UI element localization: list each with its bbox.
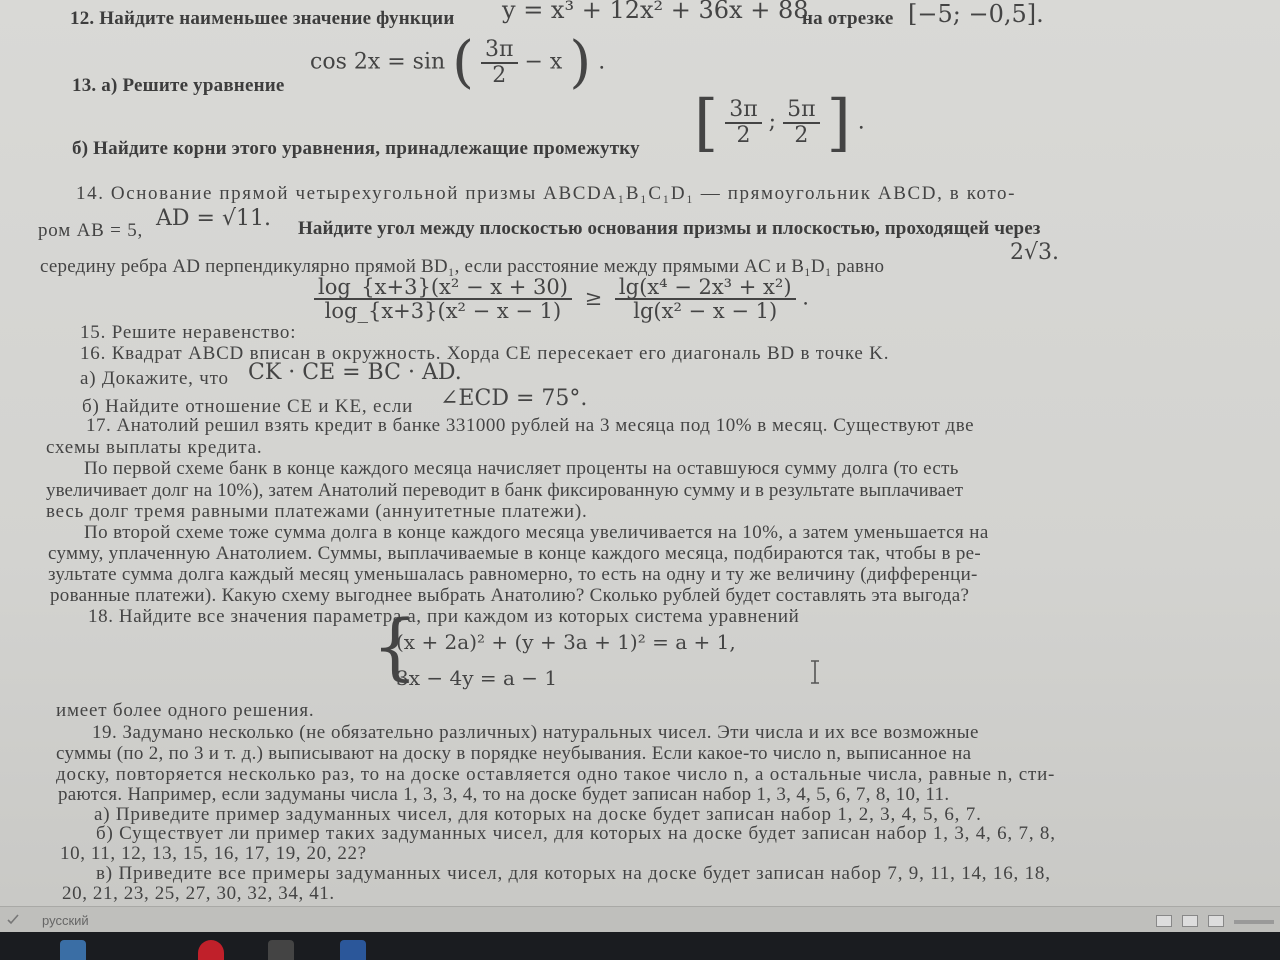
paren-close: ) — [569, 30, 592, 95]
eq-fraction-num: 3π — [481, 38, 517, 63]
doc-line: б) Найдите корни этого уравнения, принадлежащие промежутку — [72, 138, 640, 159]
status-bar — [0, 906, 1280, 932]
interval-a-num: 3π — [725, 98, 761, 123]
doc-line: 13. а) Решите уравнение — [72, 75, 285, 96]
eq-lhs: cos 2x = sin — [310, 49, 446, 75]
doc-line: рованные платежи). Какую схему выгоднее выбрать Анатолию? Сколько рублей будет составлять эта выгода? — [50, 585, 970, 606]
doc-line: 17. Анатолий решил взять кредит в банке 331000 рублей на 3 месяца под 10% в месяц. Существуют две — [86, 415, 975, 436]
doc-line: а) Докажите, что — [80, 368, 229, 389]
store-icon[interactable] — [60, 940, 86, 960]
interval-end: . — [857, 109, 865, 135]
interval-a-den: 2 — [736, 122, 751, 148]
ineq-sign: ≥ — [584, 285, 603, 310]
system-eq-1: (x + 2a)² + (y + 3a + 1)² = a + 1, — [396, 630, 736, 654]
math-prove: CK · CE = BC · AD. — [248, 360, 462, 385]
system-brace: { — [372, 604, 418, 688]
bracket-close: ] — [826, 86, 851, 159]
opera-icon[interactable] — [198, 940, 224, 960]
taskbar — [0, 932, 1280, 960]
doc-line: весь долг тремя равными платежами (аннуитетные платежи). — [46, 501, 588, 522]
eq-fraction-den: 2 — [492, 62, 507, 88]
text-cursor-icon — [808, 660, 822, 684]
doc-line: По второй схеме тоже сумма долга в конце каждого месяца увеличивается на 10%, а затем уменьшается на — [84, 522, 989, 543]
doc-line: сумму, уплаченную Анатолием. Суммы, выплачиваемые в конце каждого месяца, подбираются так, чтобы в ре- — [48, 543, 981, 564]
math-interval-2 — [694, 86, 865, 159]
doc-line: на отрезке — [802, 8, 894, 29]
eq-fraction — [481, 38, 517, 86]
doc-line: а) Приведите пример задуманных чисел, для которых на доске будет записан набор 1, 2, 3, 4, 5, 6, 7. — [94, 804, 982, 825]
spellcheck-icon[interactable] — [6, 912, 20, 926]
interval-b-den: 2 — [794, 122, 809, 148]
doc-line: середину ребра AD перпендикулярно прямой BD₁, если расстояние между прямыми AC и B₁D₁ равно — [40, 256, 885, 277]
math-distance: 2√3. — [1010, 240, 1060, 265]
doc-line: б) Существует ли пример таких задуманных чисел, для которых на доске будет записан набор 1, 3, 4, 6, 7, 8, — [96, 823, 1056, 844]
print-layout-view-button[interactable] — [1156, 915, 1172, 927]
doc-line: имеет более одного решения. — [56, 700, 315, 721]
math-angle: ∠ECD = 75°. — [440, 386, 588, 411]
word-icon[interactable] — [340, 940, 366, 960]
ineq-left-den: log_{x+3}(x² − x − 1) — [324, 299, 562, 324]
doc-line: ром AB = 5, — [38, 220, 144, 241]
math-equation — [310, 30, 605, 95]
doc-line: в) Приведите все примеры задуманных чисел, для которых на доске будет записан набор 7, 9, 11, 14, 16, 18, — [96, 863, 1051, 884]
doc-line: Найдите угол между плоскостью основания призмы и плоскостью, проходящей через — [298, 218, 1041, 239]
doc-line: доску, повторяется несколько раз, то на доске оставляется одно такое число n, а остальные числа, равные n, сти- — [56, 764, 1056, 785]
interval-b-num: 5π — [783, 98, 819, 123]
interval-sep: ; — [768, 109, 777, 135]
doc-line: увеличивает долг на 10%), затем Анатолий переводит в банк фиксированную сумму и в результате выплачивает — [46, 480, 964, 501]
ineq-right-den: lg(x² − x − 1) — [633, 299, 778, 324]
ineq-right — [615, 276, 796, 322]
ineq-left — [314, 276, 572, 322]
read-mode-view-button[interactable] — [1182, 915, 1198, 927]
doc-line: б) Найдите отношение CE и KE, если — [82, 396, 414, 417]
doc-line: 16. Квадрат ABCD вписан в окружность. Хорда CE пересекает его диагональ BD в точке K. — [80, 343, 890, 364]
doc-line: суммы (по 2, по 3 и т. д.) выписывают на доску в порядке неубывания. Если какое-то число n, выписанное на — [56, 743, 972, 764]
doc-line: 14. Основание прямой четырехугольной призмы ABCDA₁B₁C₁D₁ — прямоугольник ABCD, в кото- — [76, 183, 1017, 204]
language-indicator[interactable]: русский — [42, 913, 89, 928]
doc-line: схемы выплаты кредита. — [46, 437, 263, 458]
math-ad: AD = √11. — [156, 206, 271, 231]
doc-line: 18. Найдите все значения параметра a, при каждом из которых система уравнений — [88, 606, 800, 627]
doc-line: раются. Например, если задуманы числа 1, 3, 3, 4, то на доске будет записан набор 1, 3, 4, 5, 6, 7, 8, 10, 11. — [58, 784, 950, 805]
math-function: y = x³ + 12x² + 36x + 88 — [502, 0, 809, 24]
interval-b — [783, 98, 819, 146]
zoom-slider[interactable] — [1234, 920, 1274, 924]
app-icon[interactable] — [268, 940, 294, 960]
paren-open: ( — [452, 30, 475, 95]
eq-tail: − x — [524, 49, 563, 75]
bracket-open: [ — [694, 86, 719, 159]
ineq-end: . — [802, 285, 809, 310]
doc-line: 20, 21, 23, 25, 27, 30, 32, 34, 41. — [62, 883, 335, 904]
ineq-right-num: lg(x⁴ − 2x³ + x²) — [615, 276, 796, 300]
math-interval: [−5; −0,5]. — [908, 0, 1044, 28]
doc-line: зультате сумма долга каждый месяц уменьшалась равномерно, то есть на одну и ту же величину (дифференци- — [48, 564, 978, 585]
doc-line: 15. Решите неравенство: — [80, 322, 297, 343]
web-layout-view-button[interactable] — [1208, 915, 1224, 927]
interval-a — [725, 98, 761, 146]
doc-line: 12. Найдите наименьшее значение функции — [70, 8, 455, 29]
math-inequality — [314, 276, 809, 322]
doc-line: 19. Задумано несколько (не обязательно различных) натуральных чисел. Эти числа и их все возможные — [92, 722, 979, 743]
doc-line: 10, 11, 12, 13, 15, 16, 17, 19, 20, 22? — [60, 843, 367, 864]
system-eq-2: 3x − 4y = a − 1 — [396, 666, 558, 690]
doc-line: По первой схеме банк в конце каждого месяца начисляет проценты на оставшуюся сумму долга (то есть — [84, 458, 959, 479]
eq-end: . — [598, 49, 606, 75]
ineq-left-num: log_{x+3}(x² − x + 30) — [314, 276, 572, 300]
